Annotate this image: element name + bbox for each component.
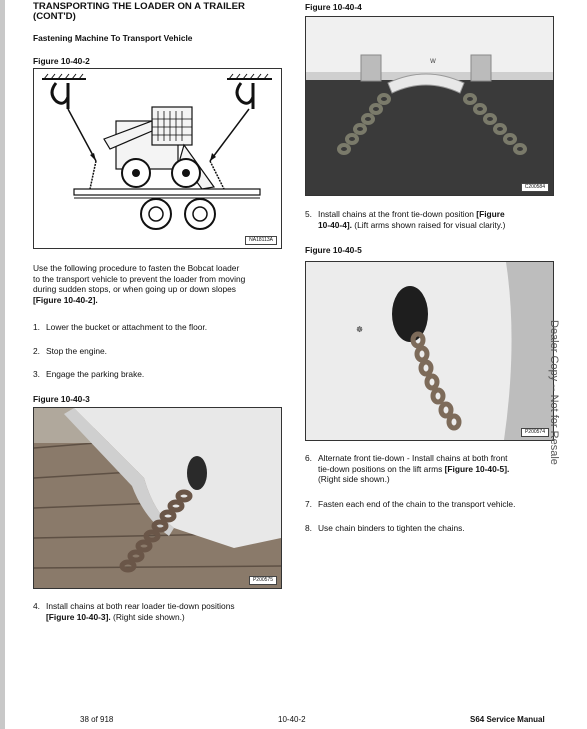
intro-figure-ref: [Figure 10-40-2]. — [33, 294, 98, 305]
step-number: 4. — [33, 601, 40, 611]
step-number: 6. — [305, 453, 312, 463]
step-5-figure-ref: 10-40-4]. — [318, 219, 352, 230]
rear-tie-down-photo — [34, 408, 281, 588]
step-text: Use chain binders to tighten the chains. — [318, 523, 465, 533]
step-2 — [33, 346, 107, 357]
figure-3-label: Figure 10-40-3 — [33, 394, 90, 404]
step-5-figure-ref: [Figure — [476, 209, 505, 219]
step-3 — [33, 369, 144, 380]
step-8 — [305, 523, 465, 534]
step-number: 7. — [305, 499, 312, 509]
step-text: Fasten each end of the chain to the transport vehicle. — [318, 499, 516, 509]
step-text: Lower the bucket or attachment to the floor. — [46, 322, 208, 332]
step-number: 3. — [33, 369, 40, 379]
step-4 — [33, 601, 293, 622]
dealer-copy-watermark: Dealer Copy -- Not for Resale — [548, 320, 560, 465]
step-number: 5. — [305, 209, 312, 219]
step-text: Stop the engine. — [46, 346, 108, 356]
footer-page-code: 10-40-2 — [278, 715, 306, 724]
step-text: (Right side shown.) — [318, 474, 390, 485]
intro-line: Use the following procedure to fasten the Bobcat loader — [33, 263, 240, 273]
step-7 — [305, 499, 515, 510]
footer-manual-title: S64 Service Manual — [470, 715, 545, 724]
step-text: (Right side shown.) — [110, 611, 185, 622]
figure-3-code: P200575 — [249, 576, 277, 585]
step-6-figure-ref: [Figure 10-40-5]. — [444, 463, 510, 474]
step-text: Engage the parking brake. — [46, 369, 145, 379]
section-subtitle: Fastening Machine To Transport Vehicle — [33, 33, 193, 43]
figure-4-photo — [305, 16, 554, 196]
figure-3-photo — [33, 407, 282, 589]
loader-on-trailer-drawing — [34, 69, 281, 248]
footer-page-count: 38 of 918 — [80, 715, 114, 724]
step-number: 2. — [33, 346, 40, 356]
step-5 — [305, 209, 565, 230]
step-4-figure-ref: [Figure 10-40-3]. — [46, 611, 111, 622]
figure-4-code: C200584 — [521, 183, 549, 192]
step-number: 1. — [33, 322, 40, 332]
intro-line: to the transport vehicle to prevent the loader from moving — [33, 273, 246, 284]
step-number: 8. — [305, 523, 312, 533]
figure-2-code: NA18113A — [245, 236, 277, 245]
step-text: (Lift arms shown raised for visual clarity.) — [351, 219, 506, 230]
step-text: tie-down positions on the lift arms — [318, 463, 445, 474]
step-6 — [305, 453, 565, 485]
step-text: Install chains at both rear loader tie-down positions — [46, 601, 235, 611]
intro-line: during sudden stops, or when going up or down slopes — [33, 284, 236, 295]
step-text: Alternate front tie-down - Install chains at both front — [318, 453, 508, 463]
svg-text:☸: ☸ — [356, 325, 364, 334]
figure-5-code: P200574 — [521, 428, 549, 437]
section-title-line1: TRANSPORTING THE LOADER ON A TRAILER — [33, 1, 245, 12]
svg-text:W: W — [430, 58, 436, 65]
figure-5-label: Figure 10-40-5 — [305, 245, 362, 255]
page-edge-rule — [0, 0, 5, 729]
front-tie-down-photo — [306, 17, 553, 195]
lift-arm-tie-down-photo — [306, 262, 553, 440]
figure-2-label: Figure 10-40-2 — [33, 56, 90, 66]
section-title-line2: (CONT'D) — [33, 11, 76, 22]
intro-paragraph — [33, 263, 293, 305]
step-1 — [33, 322, 207, 333]
step-text: Install chains at the front tie-down position — [318, 209, 477, 219]
figure-2-illustration — [33, 68, 282, 249]
figure-4-label: Figure 10-40-4 — [305, 2, 362, 12]
section-title — [33, 2, 293, 22]
figure-5-photo — [305, 261, 554, 441]
